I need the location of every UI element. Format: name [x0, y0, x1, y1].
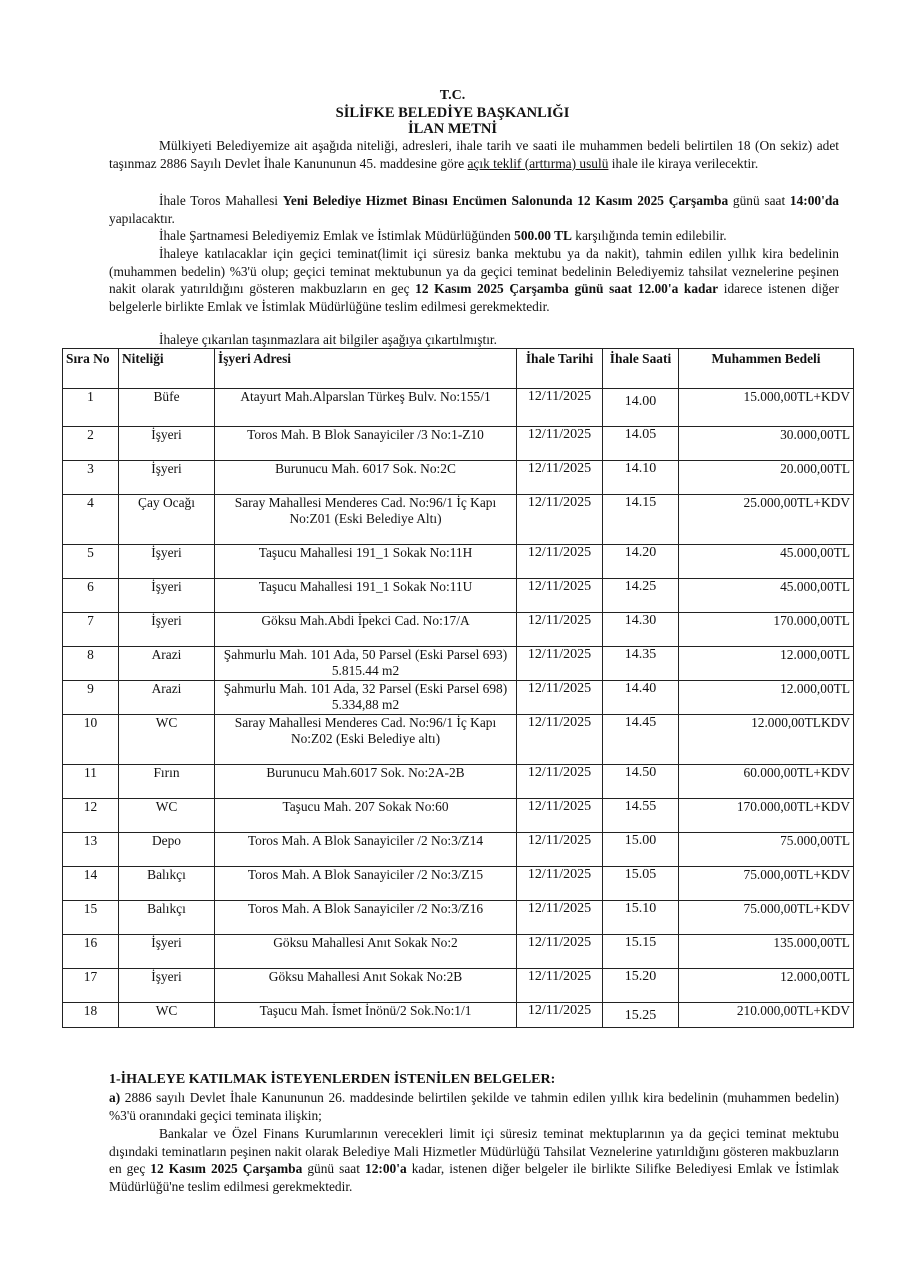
- table-row: [63, 1003, 854, 1028]
- cell-adres: Toros Mah. A Blok Sanayiciler /2 No:3/Z16: [215, 901, 517, 935]
- cell-adres: Taşucu Mahallesi 191_1 Sokak No:11H: [215, 545, 517, 579]
- cell-sira-no: 13: [63, 833, 119, 867]
- cell-adres: Taşucu Mah. İsmet İnönü/2 Sok.No:1/1: [215, 1003, 517, 1028]
- cell-adres: Saray Mahallesi Menderes Cad. No:96/1 İç Kapı No:Z01 (Eski Belediye Altı): [215, 495, 517, 545]
- table-row: [63, 461, 854, 495]
- section-1-title: 1-İHALEYE KATILMAK İSTEYENLERDEN İSTENİLEN BELGELER:: [109, 1072, 556, 1087]
- table-row: [63, 427, 854, 461]
- cell-sira-no: 18: [63, 1003, 119, 1028]
- cell-sira-no: 14: [63, 867, 119, 901]
- cell-niteligi: WC: [119, 715, 215, 765]
- cell-adres: Burunucu Mah. 6017 Sok. No:2C: [215, 461, 517, 495]
- table-row: [63, 389, 854, 427]
- cell-ihale-saati: 15.10: [603, 901, 679, 935]
- table-row: [63, 765, 854, 799]
- cell-ihale-saati: 14.45: [603, 715, 679, 765]
- cell-muhammen-bedeli: 15.000,00TL+KDV: [679, 389, 854, 427]
- cell-adres: Şahmurlu Mah. 101 Ada, 50 Parsel (Eski Parsel 693) 5.815.44 m2: [215, 647, 517, 681]
- header-ihale-tarihi: İhale Tarihi: [517, 349, 603, 389]
- cell-ihale-tarihi: 12/11/2025: [517, 867, 603, 901]
- cell-ihale-tarihi: 12/11/2025: [517, 545, 603, 579]
- cell-muhammen-bedeli: 12.000,00TL: [679, 969, 854, 1003]
- cell-muhammen-bedeli: 45.000,00TL: [679, 579, 854, 613]
- cell-muhammen-bedeli: 30.000,00TL: [679, 427, 854, 461]
- section-1-paragraph: Bankalar ve Özel Finans Kurumlarının verecekleri limit içi süresiz teminat mektuplarının ya da geçici teminat mektubu dışındaki teminatların peşinen nakit olarak Belediye Mali Hizmetler Müdürlüğü Tahsilat Veznelerine yatırıldığını gösteren makbuzların en geç 12 Kasım 2025 Çarşamba günü saat 12:00'a kadar, istenen diğer belgeler ile birlikte Silifke Belediyesi Emlak ve İstimlak Müdürlüğü'ne teslim edilmesi gerekmektedir.: [109, 1126, 839, 1194]
- cell-sira-no: 7: [63, 613, 119, 647]
- cell-sira-no: 3: [63, 461, 119, 495]
- cell-niteligi: İşyeri: [119, 969, 215, 1003]
- cell-adres: Göksu Mahallesi Anıt Sokak No:2B: [215, 969, 517, 1003]
- header-title: İLAN METNİ: [407, 121, 498, 137]
- cell-adres: Göksu Mah.Abdi İpekci Cad. No:17/A: [215, 613, 517, 647]
- intro-paragraph-3: İhale Şartnamesi Belediyemiz Emlak ve İstimlak Müdürlüğünden 500.00 TL karşılığında temin edilebilir.: [159, 228, 727, 243]
- cell-ihale-tarihi: 12/11/2025: [517, 715, 603, 765]
- cell-sira-no: 16: [63, 935, 119, 969]
- cell-niteligi: Arazi: [119, 681, 215, 715]
- cell-adres: Göksu Mahallesi Anıt Sokak No:2: [215, 935, 517, 969]
- cell-ihale-tarihi: 12/11/2025: [517, 427, 603, 461]
- cell-adres: Burunucu Mah.6017 Sok. No:2A-2B: [215, 765, 517, 799]
- cell-ihale-tarihi: 12/11/2025: [517, 579, 603, 613]
- cell-niteligi: WC: [119, 799, 215, 833]
- cell-adres: Taşucu Mahallesi 191_1 Sokak No:11U: [215, 579, 517, 613]
- cell-ihale-tarihi: 12/11/2025: [517, 833, 603, 867]
- cell-adres: Atayurt Mah.Alparslan Türkeş Bulv. No:155/1: [215, 389, 517, 427]
- table-row: [63, 969, 854, 1003]
- cell-ihale-tarihi: 12/11/2025: [517, 901, 603, 935]
- header-municipality: SİLİFKE BELEDİYE BAŞKANLIĞI: [335, 105, 570, 121]
- cell-ihale-saati: 15.15: [603, 935, 679, 969]
- cell-ihale-saati: 14.40: [603, 681, 679, 715]
- cell-ihale-saati: 14.30: [603, 613, 679, 647]
- cell-muhammen-bedeli: 75.000,00TL: [679, 833, 854, 867]
- cell-sira-no: 17: [63, 969, 119, 1003]
- cell-muhammen-bedeli: 20.000,00TL: [679, 461, 854, 495]
- cell-muhammen-bedeli: 25.000,00TL+KDV: [679, 495, 854, 545]
- cell-adres: Şahmurlu Mah. 101 Ada, 32 Parsel (Eski Parsel 698) 5.334,88 m2: [215, 681, 517, 715]
- table-body: [63, 389, 854, 1028]
- header-tc: T.C.: [439, 88, 466, 103]
- cell-ihale-tarihi: 12/11/2025: [517, 461, 603, 495]
- cell-muhammen-bedeli: 12.000,00TL: [679, 647, 854, 681]
- intro-paragraph-5: İhaleye çıkarılan taşınmazlara ait bilgiler aşağıya çıkartılmıştır.: [159, 332, 497, 347]
- table-row: [63, 579, 854, 613]
- cell-ihale-tarihi: 12/11/2025: [517, 495, 603, 545]
- cell-ihale-saati: 14.05: [603, 427, 679, 461]
- cell-muhammen-bedeli: 60.000,00TL+KDV: [679, 765, 854, 799]
- section-1-item-a: a) 2886 sayılı Devlet İhale Kanununun 26. maddesinde belirtilen şekilde ve tahmin edilen yıllık kira bedelinin (muhammen bedelin) %3'ü oranındaki geçici teminata ilişkin;: [109, 1090, 839, 1123]
- cell-niteligi: WC: [119, 1003, 215, 1028]
- cell-ihale-tarihi: 12/11/2025: [517, 799, 603, 833]
- cell-adres: Taşucu Mah. 207 Sokak No:60: [215, 799, 517, 833]
- cell-ihale-saati: 14.50: [603, 765, 679, 799]
- cell-adres: Saray Mahallesi Menderes Cad. No:96/1 İç Kapı No:Z02 (Eski Belediye altı): [215, 715, 517, 765]
- cell-niteligi: İşyeri: [119, 427, 215, 461]
- cell-adres: Toros Mah. A Blok Sanayiciler /2 No:3/Z14: [215, 833, 517, 867]
- cell-muhammen-bedeli: 45.000,00TL: [679, 545, 854, 579]
- cell-sira-no: 2: [63, 427, 119, 461]
- cell-sira-no: 11: [63, 765, 119, 799]
- header-sira-no: Sıra No: [63, 349, 119, 389]
- cell-ihale-saati: 14.10: [603, 461, 679, 495]
- cell-niteligi: Depo: [119, 833, 215, 867]
- cell-ihale-tarihi: 12/11/2025: [517, 1003, 603, 1028]
- cell-ihale-saati: 14.20: [603, 545, 679, 579]
- cell-ihale-saati: 14.55: [603, 799, 679, 833]
- cell-ihale-saati: 14.00: [603, 389, 679, 427]
- table-row: [63, 799, 854, 833]
- cell-muhammen-bedeli: 210.000,00TL+KDV: [679, 1003, 854, 1028]
- cell-niteligi: Çay Ocağı: [119, 495, 215, 545]
- header-ihale-saati: İhale Saati: [603, 349, 679, 389]
- cell-ihale-saati: 15.25: [603, 1003, 679, 1028]
- table-row: [63, 681, 854, 715]
- cell-niteligi: Balıkçı: [119, 867, 215, 901]
- cell-muhammen-bedeli: 75.000,00TL+KDV: [679, 901, 854, 935]
- header-niteligi: Niteliği: [119, 349, 215, 389]
- cell-niteligi: İşyeri: [119, 579, 215, 613]
- table-row: [63, 935, 854, 969]
- table-row: [63, 867, 854, 901]
- table-row: [63, 715, 854, 765]
- cell-muhammen-bedeli: 12.000,00TLKDV: [679, 715, 854, 765]
- table-row: [63, 495, 854, 545]
- cell-niteligi: İşyeri: [119, 461, 215, 495]
- cell-sira-no: 15: [63, 901, 119, 935]
- cell-ihale-saati: 14.25: [603, 579, 679, 613]
- cell-adres: Toros Mah. B Blok Sanayiciler /3 No:1-Z10: [215, 427, 517, 461]
- cell-niteligi: Fırın: [119, 765, 215, 799]
- cell-ihale-tarihi: 12/11/2025: [517, 647, 603, 681]
- tender-method: açık teklif (arttırma) usulü: [467, 155, 609, 171]
- table-row: [63, 833, 854, 867]
- cell-sira-no: 8: [63, 647, 119, 681]
- cell-sira-no: 1: [63, 389, 119, 427]
- cell-muhammen-bedeli: 12.000,00TL: [679, 681, 854, 715]
- cell-ihale-saati: 15.00: [603, 833, 679, 867]
- cell-ihale-saati: 14.35: [603, 647, 679, 681]
- table-row: [63, 545, 854, 579]
- intro-paragraph-4: İhaleye katılacaklar için geçici teminat(limit içi süresiz banka mektubu ya da nakit), tahmin edilen yıllık kira bedelinin (muhammen bedelin) %3'ü olup; geçici teminat mektubunun ya da geçici teminat bedelinin Belediyemiz tahsilat veznelerine peşinen nakit olarak yatırıldığını gösteren makbuzların en geç 12 Kasım 2025 Çarşamba günü saat 12.00'a kadar idarece istenen diğer belgelerle birlikte Emlak ve İstimlak Müdürlüğüne teslim edilmesi gerekmektedir.: [109, 246, 840, 314]
- cell-ihale-tarihi: 12/11/2025: [517, 969, 603, 1003]
- cell-ihale-tarihi: 12/11/2025: [517, 681, 603, 715]
- cell-adres: Toros Mah. A Blok Sanayiciler /2 No:3/Z15: [215, 867, 517, 901]
- cell-niteligi: İşyeri: [119, 935, 215, 969]
- cell-ihale-saati: 15.20: [603, 969, 679, 1003]
- cell-sira-no: 12: [63, 799, 119, 833]
- header-muhammen-bedeli: Muhammen Bedeli: [679, 349, 854, 389]
- cell-muhammen-bedeli: 135.000,00TL: [679, 935, 854, 969]
- table-row: [63, 901, 854, 935]
- cell-ihale-tarihi: 12/11/2025: [517, 935, 603, 969]
- cell-ihale-tarihi: 12/11/2025: [517, 389, 603, 427]
- cell-niteligi: Arazi: [119, 647, 215, 681]
- intro-paragraph-1: Mülkiyeti Belediyemize ait aşağıda niteliği, adresleri, ihale tarih ve saati ile muhammen bedeli belirtilen 18 (On sekiz) adet taşınmaz 2886 Sayılı Devlet İhale Kanununun 45. maddesine göre açık teklif (arttırma) usulü ihale ile kiraya verilecektir.: [109, 138, 839, 171]
- cell-niteligi: Büfe: [119, 389, 215, 427]
- cell-ihale-tarihi: 12/11/2025: [517, 765, 603, 799]
- cell-niteligi: İşyeri: [119, 613, 215, 647]
- intro-paragraph-2: İhale Toros Mahallesi Yeni Belediye Hizmet Binası Encümen Salonunda 12 Kasım 2025 Çarşamba günü saat 14:00'da yapılacaktır.: [109, 193, 839, 226]
- cell-niteligi: İşyeri: [119, 545, 215, 579]
- cell-muhammen-bedeli: 170.000,00TL: [679, 613, 854, 647]
- cell-muhammen-bedeli: 170.000,00TL+KDV: [679, 799, 854, 833]
- cell-sira-no: 6: [63, 579, 119, 613]
- cell-niteligi: Balıkçı: [119, 901, 215, 935]
- cell-sira-no: 4: [63, 495, 119, 545]
- property-table: [62, 348, 854, 1028]
- cell-sira-no: 5: [63, 545, 119, 579]
- cell-muhammen-bedeli: 75.000,00TL+KDV: [679, 867, 854, 901]
- cell-ihale-saati: 14.15: [603, 495, 679, 545]
- table-row: [63, 647, 854, 681]
- table-header-row: [63, 349, 854, 389]
- table-row: [63, 613, 854, 647]
- cell-ihale-tarihi: 12/11/2025: [517, 613, 603, 647]
- cell-ihale-saati: 15.05: [603, 867, 679, 901]
- header-isyeri-adresi: İşyeri Adresi: [215, 349, 517, 389]
- cell-sira-no: 9: [63, 681, 119, 715]
- cell-sira-no: 10: [63, 715, 119, 765]
